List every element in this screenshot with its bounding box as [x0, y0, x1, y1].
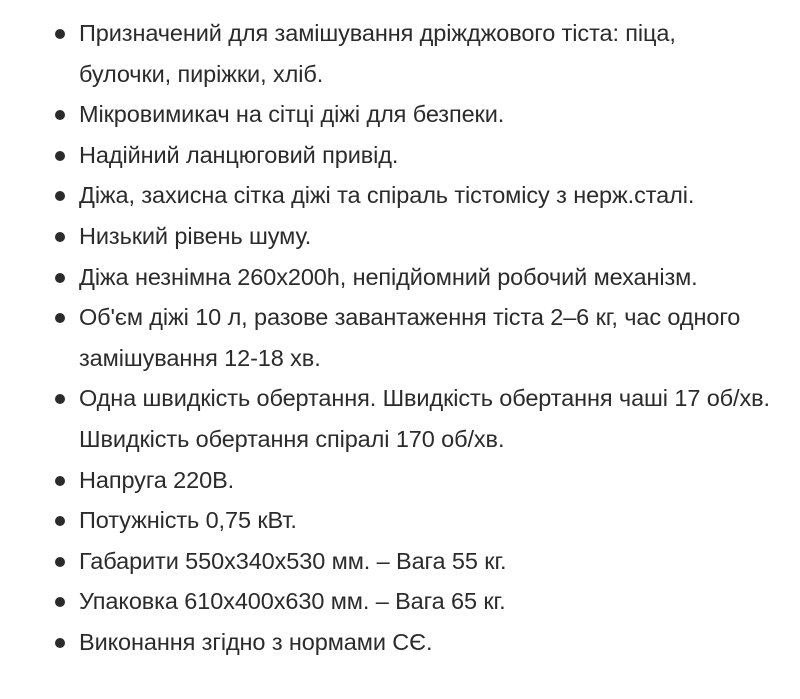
- list-item-text: Призначений для замішування дріжджового тіста: піца, булочки, пиріжки, хліб.: [79, 20, 676, 87]
- list-item-text: Упаковка 610х400х630 мм. – Вага 65 кг.: [79, 588, 506, 615]
- spec-list: [0, 13, 800, 663]
- bullet-icon: [55, 273, 65, 283]
- list-item: [0, 460, 800, 501]
- list-item: [0, 378, 800, 459]
- bullet-icon: [55, 29, 65, 39]
- list-item: [0, 500, 800, 541]
- list-item-text: Діжа незнімна 260х200h, непідйомний робочий механізм.: [79, 263, 698, 290]
- list-item: [0, 94, 800, 135]
- list-item-text: Потужність 0,75 кВт.: [79, 507, 297, 534]
- list-item-text: Виконання згідно з нормами СЄ.: [79, 628, 433, 655]
- list-item-text: Мікровимикач на сітці діжі для безпеки.: [79, 101, 505, 128]
- list-item-text: Надійний ланцюговий привід.: [79, 141, 399, 168]
- list-item-text: Діжа, захисна сітка діжі та спіраль тістомісу з нерж.сталі.: [79, 182, 695, 209]
- list-item: [0, 622, 800, 663]
- list-item: [0, 135, 800, 176]
- bullet-icon: [55, 191, 65, 201]
- bullet-icon: [55, 516, 65, 526]
- bullet-icon: [55, 638, 65, 648]
- list-item: [0, 13, 800, 94]
- list-item-text: Напруга 220В.: [79, 466, 235, 493]
- bullet-icon: [55, 110, 65, 120]
- list-item: [0, 297, 800, 378]
- bullet-icon: [55, 557, 65, 567]
- bullet-icon: [55, 313, 65, 323]
- list-item-text: Об'єм діжі 10 л, разове завантаження тіста 2–6 кг, час одного замішування 12-18 хв.: [79, 304, 741, 371]
- bullet-icon: [55, 597, 65, 607]
- bullet-icon: [55, 394, 65, 404]
- list-item: [0, 216, 800, 257]
- list-item-text: Габарити 550х340х530 мм. – Вага 55 кг.: [79, 547, 507, 574]
- list-item-text: Низький рівень шуму.: [79, 222, 312, 249]
- bullet-icon: [55, 151, 65, 161]
- list-item: [0, 581, 800, 622]
- list-item: [0, 175, 800, 216]
- bullet-icon: [55, 232, 65, 242]
- list-item: [0, 541, 800, 582]
- list-item-text: Одна швидкість обертання. Швидкість обертання чаші 17 об/хв. Швидкість обертання спіралі 170 об/хв.: [79, 385, 770, 452]
- list-item: [0, 257, 800, 298]
- bullet-icon: [55, 476, 65, 486]
